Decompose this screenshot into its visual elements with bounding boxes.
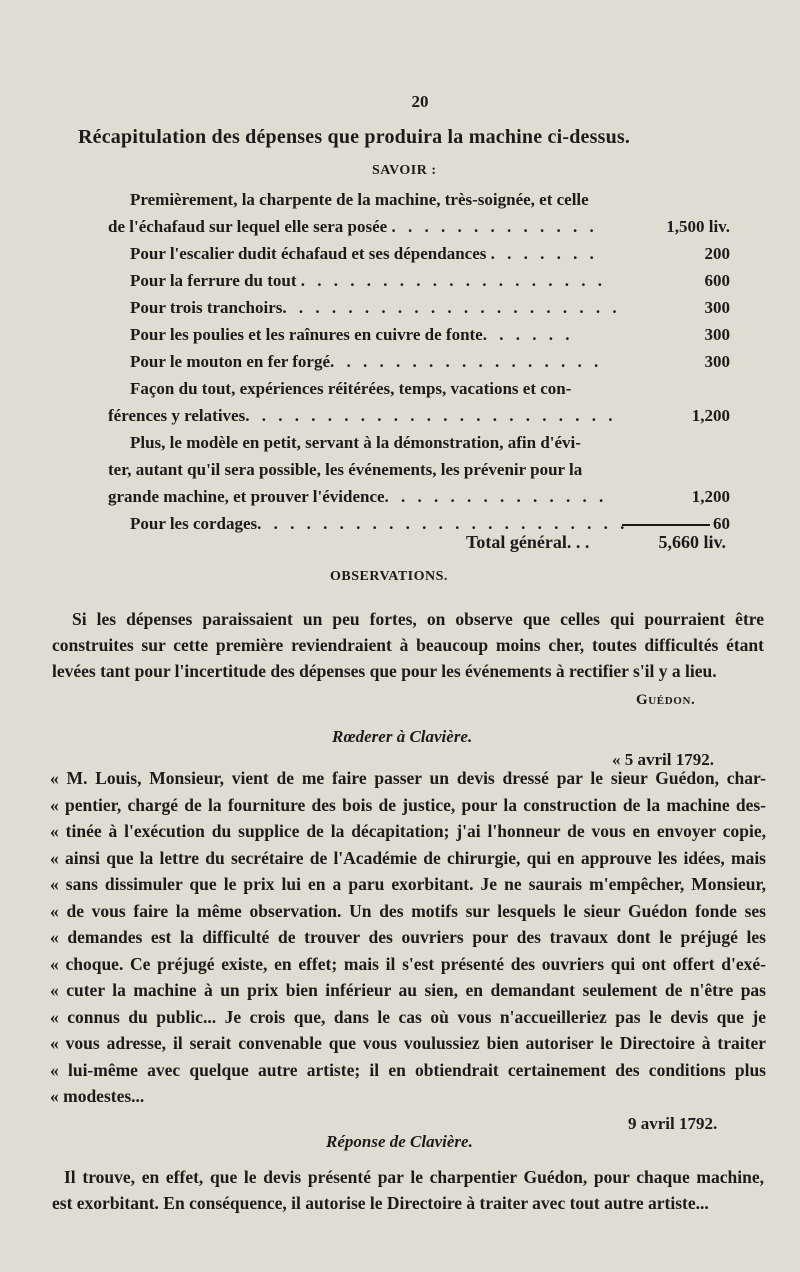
expense-item [108,348,748,375]
expense-item [108,321,748,348]
leader-dots: . . . . . . . . . . . . . . [384,487,608,506]
savoir-subheading: SAVOIR : [372,163,437,178]
observations-paragraph [52,606,764,684]
expense-amount: 600 [704,271,730,290]
expense-amount: 300 [704,298,730,317]
signature-guedon: Guédon. [636,692,696,708]
letter-line: « lui-même avec quelque autre artiste; il en obtiendrait certainement des conditions plus [50,1059,766,1080]
letter-line: « tinée à l'exécution du supplice de la décapitation; j'ai l'honneur de vous en envoyer copie, [50,821,766,841]
letter-line: « choque. Ce préjugé existe, en effet; mais il s'est présenté des ouvriers qui ont offert d'exé- [50,953,766,974]
letter-line: « M. Louis, Monsieur, vient de me faire passer un devis dressé par le sieur Guédon, char- [50,768,766,788]
letter-line: « connus du public... Je crois que, dans le cas où vous n'accueilleriez pas le devis que je [50,1006,766,1027]
expense-item [108,186,748,240]
reply-line: est exorbitant. En conséquence, il autorise le Directoire à traiter avec tout autre artiste... [52,1193,709,1213]
leader-dots: . . . . . . . [490,244,598,263]
leader-dots: . . . . . . . . . . . . . . . . . . . . . . . [257,514,629,533]
leader-dots: . . . . . . . . . . . . . [391,217,598,236]
expense-line: Pour les poulies et les raînures en cuivre de fonte [130,325,483,344]
letter-line: « sans dissimuler que le prix lui en a paru exorbitant. Je ne saurais m'empêcher, Monsieur, [50,874,766,894]
leader-dots: . . . . . . [482,325,574,344]
observations-title: OBSERVATIONS. [330,569,448,584]
expense-line: Façon du tout, expériences réitérées, temps, vacations et con- [130,379,572,398]
leader-dots: . . . . . . . . . . . . . . . . . . . . . [282,298,621,317]
expense-item [108,294,748,321]
letter-line: « ainsi que la lettre du secrétaire de l'Académie de chirurgie, qui en approuve les idées, mais [50,847,766,868]
reply-title: Réponse de Clavière. [326,1132,473,1151]
reply-line: Il trouve, en effet, que le devis présenté par le charpentier Guédon, pour chaque machine, [64,1167,764,1187]
letter-line: « cuter la machine à un prix bien inférieur au sien, en demandant seulement de n'être pas [50,980,766,1000]
expense-line: Plus, le modèle en petit, servant à la démonstration, afin d'évi- [130,433,581,452]
page-number: 20 [411,92,429,111]
expense-amount: 1,500 liv. [666,217,730,236]
letter-line: « vous adresse, il serait convenable que vous voulussiez bien autoriser le Directoire à traiter [50,1033,766,1053]
expense-line: ter, autant qu'il sera possible, les événements, les prévenir pour la [108,460,583,479]
expense-item [108,375,748,429]
expense-line: Pour l'escalier dudit échafaud et ses dépendances [130,244,487,263]
expense-item [108,240,748,267]
expense-line: Premièrement, la charpente de la machine, très-soignée, et celle [130,190,589,209]
total-row [466,532,746,553]
expense-item [108,267,748,294]
leader-dots: . . . . . . . . . . . . . . . . . [330,352,603,371]
expense-line: grande machine, et prouver l'évidence [108,487,385,506]
reply-body [52,1164,764,1216]
expense-line: Pour la ferrure du tout [130,271,297,290]
expense-amount: 1,200 [691,406,730,425]
letter-line: « pentier, chargé de la fourniture des bois de justice, pour la construction de la machine des- [50,794,766,815]
expense-line: Pour le mouton en fer forgé [130,352,331,371]
total-label: Total général. . . [466,532,590,552]
letter-line: « demandes est la difficulté de trouver des ouvriers pour des travaux dont le préjugé les [50,927,766,947]
expense-line: de l'échafaud sur lequel elle sera posée [108,217,388,236]
letter-date: « 5 avril 1792. [612,750,714,769]
expense-item [108,429,748,510]
leader-dots: . . . . . . . . . . . . . . . . . . . . . . . [245,406,617,425]
recap-heading: Récapitulation des dépenses que produira la machine ci-dessus. [78,126,631,148]
expense-amount: 1,200 [691,487,730,506]
expense-line: férences y relatives [108,406,246,425]
expense-amount: 60 [713,514,730,533]
expense-amount: 300 [704,352,730,371]
letter-line: « de vous faire la même observation. Un des motifs sur lesquels le sieur Guédon fonde ses [50,900,766,921]
expense-amount: 300 [704,325,730,344]
expense-amount: 200 [704,244,730,263]
letter-body [50,765,766,1110]
expense-line: Pour les cordages [130,514,258,533]
expense-line: Pour trois tranchoirs [130,298,283,317]
letter-title: Rœderer à Clavière. [332,727,473,746]
letter-line: « modestes... [50,1086,145,1106]
reply-date: 9 avril 1792. [628,1114,718,1133]
leader-dots: . . . . . . . . . . . . . . . . . . . [300,271,607,290]
total-amount: 5,660 liv. [658,532,726,552]
observations-text: Si les dépenses paraissaient un peu fortes, on observe que celles qui pourraient être construites sur cette première reviendraient à beaucoup moins cher, toutes difficultés étant levées tant pour l'incertitude des dépenses que pour les événements à rectifier s'il y a lieu. [52,609,764,681]
total-rule [622,524,710,526]
